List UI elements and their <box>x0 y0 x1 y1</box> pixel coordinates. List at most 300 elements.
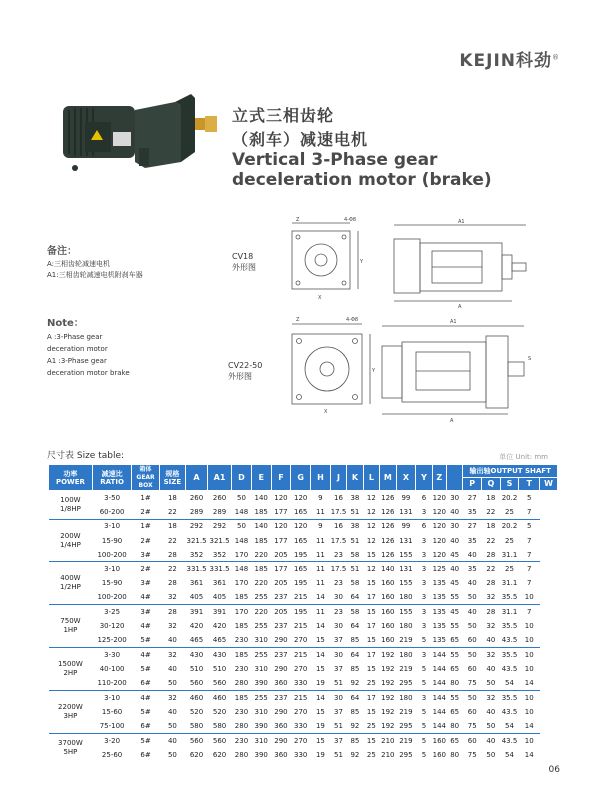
table-cell: 3 <box>416 648 432 662</box>
table-cell: 55 <box>446 691 462 705</box>
power-hp: 2HP <box>63 669 78 678</box>
table-cell: 38 <box>347 519 363 533</box>
table-cell: 148 <box>234 536 249 545</box>
table-cell: 3 <box>416 562 432 576</box>
table-cell: 391 <box>207 605 231 619</box>
table-row <box>49 562 558 576</box>
table-cell: 120 <box>432 507 447 516</box>
table-cell: 18 <box>159 491 185 505</box>
table-cell: 75 <box>467 750 477 759</box>
table-cell: 361 <box>212 579 227 588</box>
table-cell: 219 <box>396 734 416 748</box>
header-dim: F <box>271 465 291 491</box>
table-cell: 50 <box>167 679 177 688</box>
header-dim: H <box>311 465 331 491</box>
table-cell: 331.5 <box>207 562 231 576</box>
table-cell: 126 <box>380 519 396 533</box>
notes-en-heading: Note： <box>47 318 84 329</box>
table-cell: 292 <box>186 519 208 533</box>
power-watt: 3700W <box>58 739 83 748</box>
table-cell: 15-90 <box>101 579 123 588</box>
table-cell: 45 <box>450 550 460 559</box>
table-cell: 260 <box>186 491 208 505</box>
table-cell: 11 <box>315 536 325 545</box>
table-cell: 16 <box>330 491 346 505</box>
table-cell: 5 <box>519 519 540 533</box>
table-cell: 140 <box>251 491 271 505</box>
table-cell: 135 <box>432 579 447 588</box>
table-cell: 10 <box>524 708 534 717</box>
table-cell: 28 <box>486 579 496 588</box>
table-cell: 192 <box>380 648 396 662</box>
table-cell: 60 <box>467 665 477 674</box>
table-cell: 360 <box>274 679 288 688</box>
notes-cn <box>47 246 143 281</box>
table-cell: 50 <box>167 722 177 731</box>
table-cell: 25-60 <box>101 750 123 759</box>
table-cell: 25 <box>366 750 376 759</box>
table-cell: 40 <box>486 665 496 674</box>
header-dim: Y <box>416 465 432 491</box>
table-cell: 6 <box>416 519 432 533</box>
dim-x: X <box>324 409 328 415</box>
table-cell: 192 <box>381 665 395 674</box>
table-cell: 230 <box>232 734 252 748</box>
table-cell: 185 <box>234 622 249 631</box>
table-cell: 51 <box>347 562 363 576</box>
table-cell: 405 <box>212 593 227 602</box>
table-cell: 40 <box>450 536 460 545</box>
table-cell: 7 <box>526 550 532 559</box>
power-cell <box>49 648 93 691</box>
table-cell: 85 <box>350 708 360 717</box>
table-cell: 17 <box>363 648 379 662</box>
table-cell: 75 <box>467 679 477 688</box>
table-cell: 25 <box>500 562 519 576</box>
product-title <box>232 103 492 190</box>
table-cell: 54 <box>505 750 514 759</box>
table-cell: 28 <box>159 605 185 619</box>
notes-en <box>47 318 130 379</box>
table-cell: 10 <box>524 665 534 674</box>
table-cell: 5# <box>140 665 151 674</box>
table-cell: 155 <box>396 605 416 619</box>
table-cell: 1# <box>132 491 159 505</box>
header-gearbox: 箱体 GEAR BOX <box>132 465 159 491</box>
table-cell: 560 <box>212 679 227 688</box>
table-cell: 120 <box>271 519 291 533</box>
table-cell: 192 <box>381 679 395 688</box>
table-cell: 330 <box>293 679 308 688</box>
table-cell: 50 <box>467 593 477 602</box>
table-cell: 560 <box>186 734 208 748</box>
drawing-label-cv18 <box>232 251 256 273</box>
notes-en-line-1: A :3-Phase gear <box>47 333 103 341</box>
table-cell: 38 <box>347 491 363 505</box>
table-cell: 295 <box>399 679 413 688</box>
table-cell: 22 <box>167 536 177 545</box>
table-cell: 60 <box>467 636 477 645</box>
header-shaft-col: T <box>519 478 540 491</box>
table-cell: 99 <box>396 519 416 533</box>
title-cn-line2: （刹车）减速电机 <box>232 130 369 149</box>
table-row <box>49 576 558 590</box>
table-cell: 32 <box>159 691 185 705</box>
table-cell: 55 <box>450 622 460 631</box>
table-cell: 11 <box>311 562 331 576</box>
drawing-model: CV22-50 <box>228 361 263 370</box>
table-cell: 3-20 <box>92 734 131 748</box>
table-cell: 5 <box>421 708 427 717</box>
header-dim: G <box>291 465 311 491</box>
table-cell: 620 <box>212 750 227 759</box>
power-watt: 200W <box>60 531 81 540</box>
table-cell: 35.5 <box>501 593 518 602</box>
table-cell: 25 <box>505 536 514 545</box>
table-row <box>49 619 558 633</box>
table-cell: 43.5 <box>501 636 518 645</box>
table-cell: 4# <box>132 648 159 662</box>
table-cell: 18 <box>159 519 185 533</box>
table-cell: 75-100 <box>99 722 125 731</box>
table-cell: 120 <box>432 519 446 533</box>
table-cell: 160 <box>432 734 446 748</box>
header-dim: J <box>330 465 346 491</box>
table-cell: 185 <box>234 593 249 602</box>
header-dim <box>446 465 462 491</box>
table-cell: 131 <box>396 562 416 576</box>
brand-logo <box>459 46 560 71</box>
table-cell: 185 <box>232 691 252 705</box>
table-cell: 50 <box>467 622 477 631</box>
table-cell: 100-200 <box>97 550 127 559</box>
header-dim: A <box>186 465 208 491</box>
header-shaft-col: W <box>540 478 558 491</box>
table-cell: 27 <box>463 519 482 533</box>
power-watt: 750W <box>60 617 81 626</box>
table-cell: 10 <box>524 636 534 645</box>
table-cell: 360 <box>274 750 288 759</box>
table-row <box>49 648 558 662</box>
table-cell: 35 <box>467 536 477 545</box>
table-cell: 14 <box>524 750 534 759</box>
table-cell: 85 <box>347 734 363 748</box>
table-cell: 65 <box>450 636 460 645</box>
table-row <box>49 519 558 533</box>
dim-a1: A1 <box>458 219 465 225</box>
table-cell: 22 <box>486 536 496 545</box>
table-row <box>49 691 558 705</box>
table-cell: 3 <box>416 691 432 705</box>
dim-a1: A1 <box>450 319 457 325</box>
header-dim: D <box>232 465 252 491</box>
table-cell: 5 <box>421 679 427 688</box>
table-row <box>49 505 558 519</box>
table-cell: 28 <box>486 550 496 559</box>
table-cell: 15 <box>366 708 376 717</box>
table-cell: 120 <box>432 536 447 545</box>
table-cell: 160 <box>381 636 395 645</box>
table-cell: 32 <box>167 593 177 602</box>
table-cell: 140 <box>380 562 396 576</box>
table-cell: 37 <box>330 734 346 748</box>
table-cell: 40 <box>159 734 185 748</box>
table-cell: 5 <box>416 734 432 748</box>
table-cell: 10 <box>519 734 540 748</box>
table-row <box>49 533 558 547</box>
table-cell: 64 <box>347 691 363 705</box>
table-cell: 7 <box>526 579 532 588</box>
table-cell: 51 <box>334 722 343 731</box>
table-cell: 40 <box>486 708 496 717</box>
power-cell <box>49 519 93 562</box>
table-cell: 560 <box>207 734 231 748</box>
table-cell: 580 <box>212 722 227 731</box>
table-cell: 28 <box>167 550 177 559</box>
table-cell: 17.5 <box>330 507 347 516</box>
table-cell: 420 <box>212 622 227 631</box>
header-dim: E <box>251 465 271 491</box>
dim-z: Z <box>296 317 300 323</box>
table-cell: 3# <box>132 605 159 619</box>
table-cell: 10 <box>524 622 534 631</box>
table-cell: 290 <box>274 636 288 645</box>
table-cell: 80 <box>450 679 460 688</box>
table-cell: 50 <box>232 519 252 533</box>
table-cell: 18 <box>482 519 501 533</box>
table-cell: 110-200 <box>97 679 127 688</box>
table-cell: 430 <box>186 648 208 662</box>
table-cell: 17 <box>366 622 376 631</box>
table-cell: 30 <box>334 622 343 631</box>
table-cell: 45 <box>450 579 460 588</box>
motor-photo <box>55 88 225 188</box>
table-cell: 14 <box>524 722 534 731</box>
table-cell: 10 <box>519 648 540 662</box>
size-table <box>48 464 558 762</box>
table-cell: 43.5 <box>501 708 518 717</box>
table-cell: 215 <box>291 648 311 662</box>
table-cell: 58 <box>350 579 360 588</box>
table-cell: 31.1 <box>501 550 518 559</box>
dim-a: A <box>458 304 462 310</box>
header-dim: K <box>347 465 363 491</box>
table-cell: 3 <box>421 622 427 631</box>
power-watt: 1500W <box>58 660 83 669</box>
table-cell: 220 <box>254 550 268 559</box>
power-hp: 1/8HP <box>60 504 81 513</box>
drawing-sub: 外形图 <box>232 263 256 272</box>
table-cell: 32 <box>486 593 496 602</box>
table-cell: 3 <box>421 550 427 559</box>
brand-mark: ® <box>552 53 560 62</box>
table-cell: 185 <box>251 562 271 576</box>
table-cell: 28 <box>482 605 501 619</box>
table-cell: 40 <box>450 507 460 516</box>
table-cell: 28 <box>167 579 177 588</box>
table-cell: 11 <box>311 605 331 619</box>
table-cell: 290 <box>274 708 288 717</box>
page-number: 06 <box>548 765 560 775</box>
table-cell: 40 <box>463 605 482 619</box>
table-cell: 40-100 <box>99 665 125 674</box>
table-cell: 15 <box>311 734 331 748</box>
table-cell: 75 <box>467 722 477 731</box>
table-cell: 7 <box>526 536 532 545</box>
size-table-title: 尺寸表 Size table: <box>47 451 125 461</box>
dim-z: Z <box>296 217 300 223</box>
table-cell: 205 <box>271 605 291 619</box>
table-cell: 35 <box>463 562 482 576</box>
notes-en-line-3: A1 :3-Phase gear <box>47 357 107 365</box>
drawing-model: CV18 <box>232 252 254 261</box>
table-cell: 30 <box>330 648 346 662</box>
table-row <box>49 734 558 748</box>
table-cell: 37 <box>334 708 343 717</box>
table-cell: 390 <box>254 679 268 688</box>
table-cell: 170 <box>232 605 252 619</box>
table-cell: 10 <box>524 593 534 602</box>
table-cell: 155 <box>399 579 413 588</box>
table-cell: 60 <box>463 734 482 748</box>
table-cell: 3-25 <box>92 605 131 619</box>
table-cell: 126 <box>381 536 395 545</box>
table-cell: 15 <box>366 636 376 645</box>
table-cell: 15 <box>366 550 376 559</box>
table-cell: 17.5 <box>330 536 347 545</box>
table-cell: 330 <box>293 750 308 759</box>
table-cell: 219 <box>399 636 413 645</box>
table-cell: 3# <box>140 579 151 588</box>
table-cell: 37 <box>334 665 343 674</box>
table-cell: 22 <box>167 507 177 516</box>
table-cell: 18 <box>482 491 501 505</box>
table-cell: 131 <box>399 507 413 516</box>
table-cell: 30 <box>330 691 346 705</box>
header-dim: X <box>396 465 416 491</box>
table-cell: 3# <box>140 550 151 559</box>
table-row <box>49 491 558 505</box>
table-cell: 19 <box>315 679 325 688</box>
table-cell: 310 <box>251 734 271 748</box>
table-cell: 460 <box>186 691 208 705</box>
table-cell: 99 <box>396 491 416 505</box>
table-cell: 289 <box>189 507 204 516</box>
table-cell: 310 <box>254 665 268 674</box>
table-cell: 160 <box>432 750 447 759</box>
table-cell: 5 <box>421 665 427 674</box>
table-cell: 15 <box>315 708 325 717</box>
table-cell: 210 <box>381 750 395 759</box>
table-cell: 2# <box>132 562 159 576</box>
table-cell: 125-200 <box>97 636 127 645</box>
table-cell: 40 <box>482 734 501 748</box>
table-cell: 620 <box>189 750 204 759</box>
table-cell: 6# <box>140 750 151 759</box>
power-hp: 1HP <box>63 626 78 635</box>
table-cell: 7 <box>519 605 540 619</box>
table-cell: 11 <box>315 579 325 588</box>
table-cell: 120 <box>291 519 311 533</box>
table-cell: 15 <box>315 665 325 674</box>
table-cell: 15 <box>363 605 379 619</box>
brand-cn: 科劲 <box>516 51 552 71</box>
header-dim: L <box>363 465 379 491</box>
table-cell: 55 <box>446 648 462 662</box>
title-cn-line1: 立式三相齿轮 <box>232 106 335 125</box>
table-cell: 50 <box>232 491 252 505</box>
table-cell: 15-60 <box>101 708 123 717</box>
table-cell: 15 <box>315 636 325 645</box>
table-cell: 50 <box>463 691 482 705</box>
table-cell: 219 <box>399 665 413 674</box>
table-cell: 126 <box>381 550 395 559</box>
table-cell: 4# <box>140 593 151 602</box>
table-cell: 135 <box>432 593 447 602</box>
table-cell: 295 <box>399 750 413 759</box>
table-cell: 64 <box>350 622 360 631</box>
table-cell: 120 <box>432 491 446 505</box>
table-cell: 180 <box>399 622 413 631</box>
table-cell: 185 <box>232 648 252 662</box>
table-cell: 430 <box>207 648 231 662</box>
table-cell: 360 <box>274 722 288 731</box>
table-cell: 23 <box>334 579 343 588</box>
table-cell: 292 <box>207 519 231 533</box>
header-size: 规格 SIZE <box>159 465 185 491</box>
table-cell: 5 <box>421 750 427 759</box>
table-cell: 14 <box>311 648 331 662</box>
table-cell: 50 <box>486 722 496 731</box>
table-cell: 135 <box>432 622 447 631</box>
table-cell: 289 <box>212 507 227 516</box>
table-cell: 22 <box>159 562 185 576</box>
table-cell: 192 <box>381 708 395 717</box>
table-cell: 160 <box>380 605 396 619</box>
table-cell: 280 <box>234 722 249 731</box>
table-cell: 51 <box>334 679 343 688</box>
table-cell: 25 <box>366 679 376 688</box>
table-cell: 237 <box>271 691 291 705</box>
table-cell: 32 <box>486 622 496 631</box>
table-cell: 22 <box>482 562 501 576</box>
drawing-cv18 <box>282 215 544 310</box>
table-cell: 92 <box>350 722 360 731</box>
power-cell <box>49 605 93 648</box>
table-cell: 144 <box>432 665 447 674</box>
table-cell: 14 <box>315 593 325 602</box>
table-cell: 7 <box>519 562 540 576</box>
table-cell: 50 <box>486 750 496 759</box>
table-cell: 19 <box>315 750 325 759</box>
dim-y: Y <box>372 368 376 374</box>
table-cell: 237 <box>274 622 288 631</box>
table-cell: 192 <box>380 691 396 705</box>
header-shaft-col: S <box>500 478 519 491</box>
table-cell: 144 <box>432 691 446 705</box>
table-cell: 50 <box>167 750 177 759</box>
table-cell: 15-90 <box>101 536 123 545</box>
table-cell: 148 <box>232 562 252 576</box>
table-cell: 14 <box>524 679 534 688</box>
table-cell: 58 <box>350 550 360 559</box>
dim-s: S <box>528 356 532 362</box>
dim-a: A <box>450 418 454 424</box>
table-cell: 20.2 <box>500 491 519 505</box>
table-cell: 40 <box>167 636 177 645</box>
table-cell: 50 <box>463 648 482 662</box>
table-cell: 30 <box>446 519 462 533</box>
